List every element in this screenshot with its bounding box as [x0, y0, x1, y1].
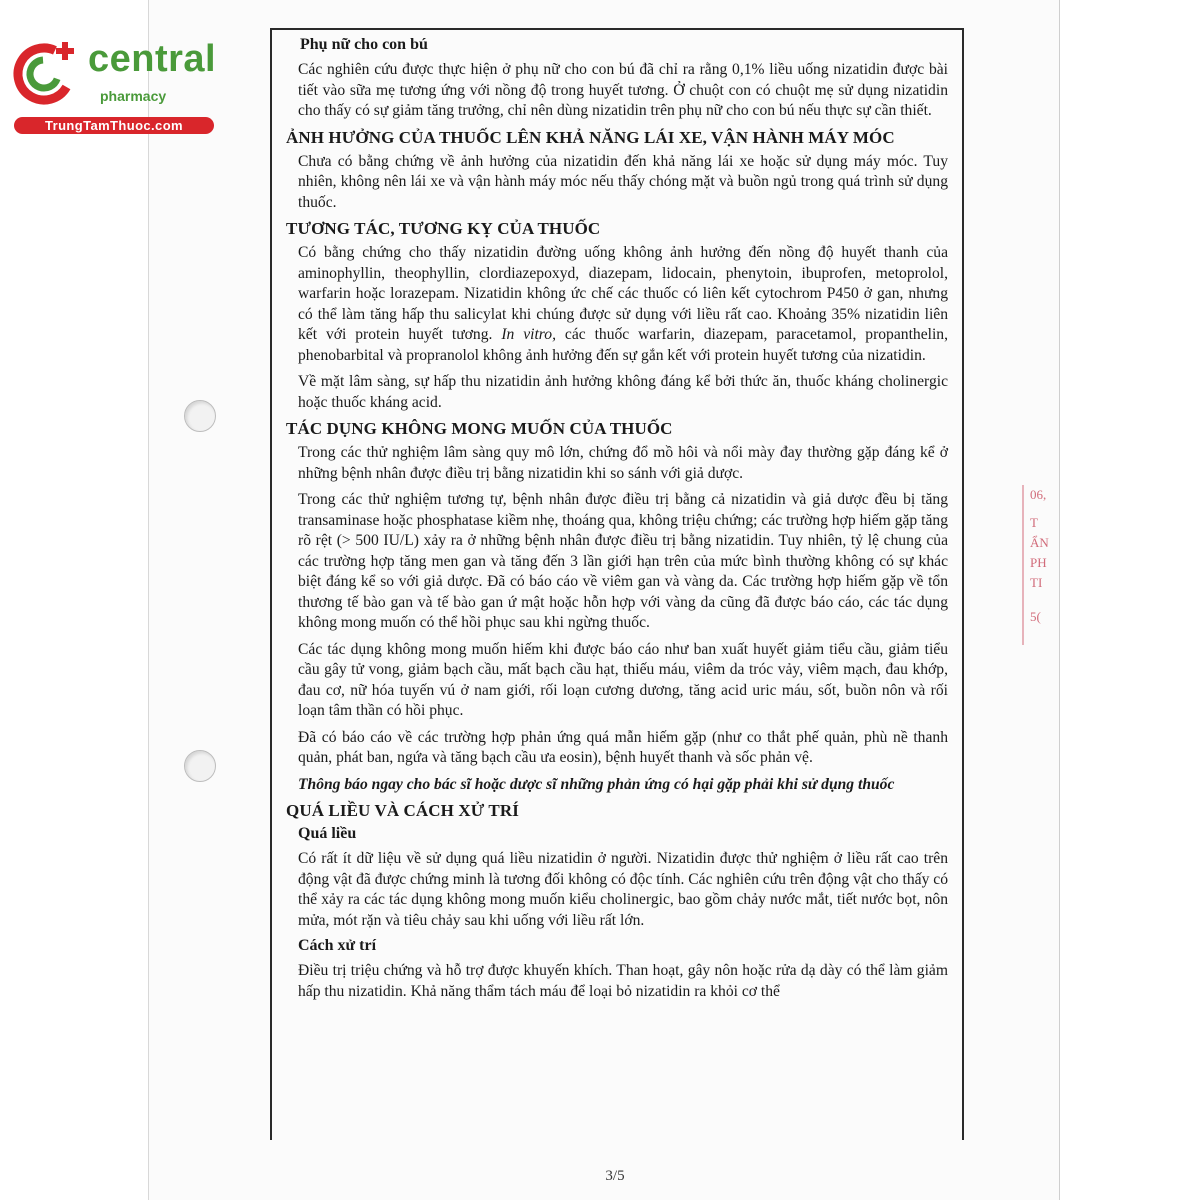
interactions-text-1b: các thuốc warfarin, diazepam, paracetamol, propanthelin, phenobarbital và propranolol không ảnh hưởng đến sự gắn kết với protein huyết tương của nizatidin. [298, 326, 948, 364]
stamp-line: PH [1030, 555, 1047, 570]
driving-text: Chưa có bằng chứng về ảnh hưởng của nizatidin đến khả năng lái xe hoặc sử dụng máy móc. Tuy nhiên, không nên lái xe và vận hành máy móc nếu thấy chóng mặt và buồn ngủ trong quá trình sử dụng thuốc. [298, 152, 948, 211]
adverse-warning: Thông báo ngay cho bác sĩ hoặc dược sĩ những phản ứng có hại gặp phải khi sử dụng thuốc [298, 775, 895, 793]
driving-title: ẢNH HƯỞNG CỦA THUỐC LÊN KHẢ NĂNG LÁI XE, VẬN HÀNH MÁY MÓC [286, 127, 895, 147]
punch-hole-top [184, 400, 216, 432]
brand-sub: pharmacy [100, 88, 167, 104]
brand-logo[interactable] [10, 38, 220, 138]
adverse-text-3: Các tác dụng không mong muốn hiếm khi được báo cáo như ban xuất huyết giảm tiểu cầu, giảm tiểu cầu gây tử vong, giảm bạch cầu, mất bạch cầu hạt, thiếu máu, viêm da tróc vảy, viêm mạch, đau khớp, đau cơ, nữ hóa tuyến vú ở nam giới, rối loạn cương dương, tăng acid uric máu, sốt, buồn nôn và rối loạn tâm thần có hồi phục. [298, 640, 948, 719]
page-number: 3/5 [605, 1168, 625, 1184]
adverse-text-1: Trong các thử nghiệm lâm sàng quy mô lớn, chứng đổ mồ hôi và nổi mày đay thường gặp đáng kể ở những bệnh nhân được điều trị bằng nizatidin khi so sánh với giả dược. [298, 444, 948, 482]
content-frame [270, 28, 964, 1140]
brand-name: central [88, 38, 217, 80]
adverse-text-4: Đã có báo cáo về các trường hợp phản ứng quá mẫn hiếm gặp (như co thắt phế quản, phù nề thanh quản, phát ban, ngứa và tăng bạch cầu ưa eosin), bệnh huyết thanh và sốc phản vệ. [298, 728, 948, 766]
treatment-subtitle: Cách xử trí [298, 937, 377, 954]
interactions-text-1 [298, 243, 948, 366]
brand-site[interactable]: TrungTamThuoc.com [14, 117, 214, 134]
interactions-text-1a: Có bằng chứng cho thấy nizatidin đường uống không ảnh hưởng đến nồng độ huyết thanh của aminophyllin, theophyllin, clordiazepoxyd, diazepam, lidocain, phenytoin, ibuprofen, metoprolol, warfarin hoặc lorazepam. Nizatidin không ức chế các thuốc có liên kết cytochrom P450 ở gan, nhưng có thể làm tăng hấp thu salicylat khi chúng được sử dụng với liều rất cao. Khoảng 35% nizatidin liên kết với protein huyết tương. [298, 244, 948, 343]
central-logo-icon [10, 38, 82, 110]
breastfeeding-text: Các nghiên cứu được thực hiện ở phụ nữ cho con bú đã chỉ ra rằng 0,1% liều uống nizatidin được bài tiết vào sữa mẹ tương ứng với nồng độ trong huyết tương. Ở chuột con có chuột mẹ sử dụng nizatidin cho thấy có sự giảm tăng trưởng, chỉ nên dùng nizatidin trên phụ nữ cho con bú nếu thực sự cần thiết. [298, 61, 948, 119]
breastfeeding-title: Phụ nữ cho con bú [300, 36, 428, 53]
in-vitro-text: In vitro, [501, 326, 556, 343]
overdose-title: QUÁ LIỀU VÀ CÁCH XỬ TRÍ [286, 801, 519, 820]
interactions-text-2: Về mặt lâm sàng, sự hấp thu nizatidin ảnh hưởng không đáng kể bởi thức ăn, thuốc kháng cholinergic hoặc thuốc kháng acid. [298, 373, 948, 411]
stamp-line: 5( [1030, 609, 1041, 624]
stamp-line: 06, [1030, 487, 1047, 502]
punch-hole-bottom [184, 750, 216, 782]
stamp-line: TI [1030, 575, 1043, 590]
stamp-line: T [1030, 515, 1038, 530]
adverse-text-2: Trong các thử nghiệm tương tự, bệnh nhân được điều trị bằng cả nizatidin và giả dược đều bị tăng transaminase hoặc phosphatase kiềm nhẹ, thoáng qua, không triệu chứng; các trường hợp hiếm gặp tăng rõ rệt (> 500 IU/L) xảy ra ở những bệnh nhân được điều trị bằng nizatidin. Tuy nhiên, tỷ lệ chung của các trường hợp tăng men gan và tăng đến 3 lần giới hạn trên của mức bình thường không có sự khác biệt đáng kể so với giả dược. Đã có báo cáo về viêm gan và vàng da. Các trường hợp hiếm gặp về tổn thương tế bào gan và tế bào gan ứ mật hoặc hỗn hợp với vàng da cũng đã được báo cáo, các tác dụng không mong muốn có thể hồi phục sau khi ngừng thuốc. [298, 491, 948, 631]
adverse-title: TÁC DỤNG KHÔNG MONG MUỐN CỦA THUỐC [286, 419, 673, 438]
overdose-subtitle: Quá liều [298, 825, 357, 842]
overdose-text: Có rất ít dữ liệu về sử dụng quá liều nizatidin ở người. Nizatidin được thử nghiệm ở liều rất cao trên động vật đã được chứng minh là tương đối không có độc tính. Các nghiên cứu trên động vật cho thấy có thể xảy ra các tác dụng không mong muốn kiểu cholinergic, bao gồm chảy nước mắt, tiết nước bọt, nôn mửa, mót rặn và tiêu chảy sau khi uống với liều rất lớn. [298, 850, 948, 929]
treatment-text: Điều trị triệu chứng và hỗ trợ được khuyến khích. Than hoạt, gây nôn hoặc rửa dạ dày có thể làm giảm hấp thu nizatidin. Khả năng thẩm tách máu để loại bỏ nizatidin ra khỏi cơ thể [298, 962, 948, 1000]
stamp-line: ẨN [1030, 535, 1049, 550]
red-stamp [1022, 485, 1064, 645]
interactions-title: TƯƠNG TÁC, TƯƠNG KỴ CỦA THUỐC [286, 219, 601, 238]
